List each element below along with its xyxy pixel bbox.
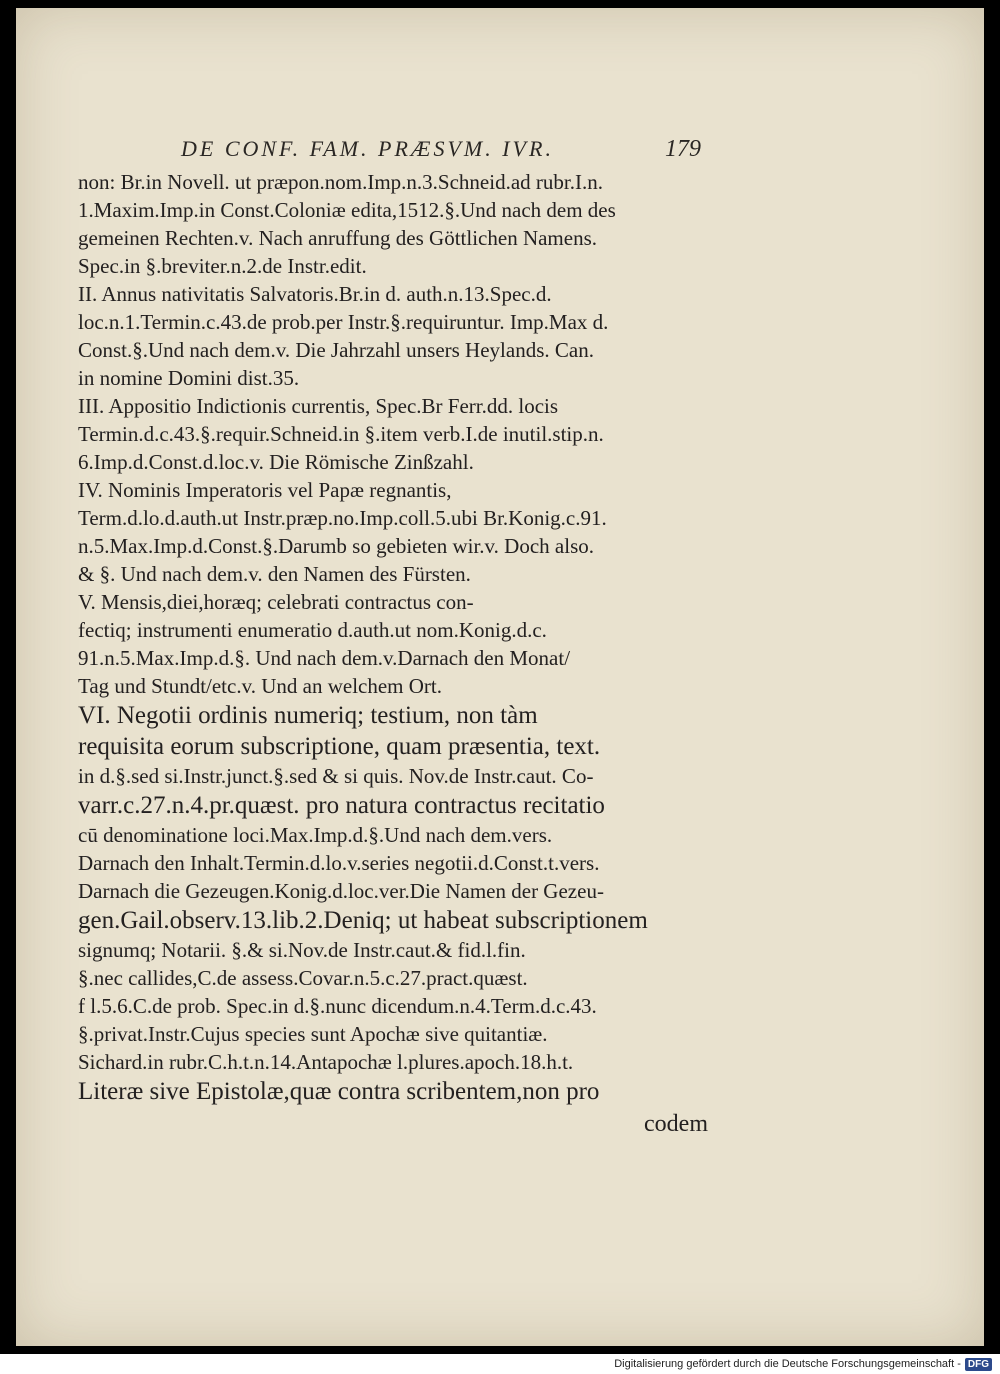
dfg-logo: DFG [965, 1358, 992, 1371]
text-line: cū denominatione loci.Max.Imp.d.§.Und nach dem.vers. [78, 823, 553, 847]
running-title: DE CONF. FAM. PRÆSVM. IVR. [181, 136, 554, 161]
text-line: VI. Negotii ordinis numeriq; testium, non tàm [78, 702, 538, 729]
text-line: in d.§.sed si.Instr.junct.§.sed & si quis. Nov.de Instr.caut. Co- [78, 764, 594, 788]
text-line: 1.Maxim.Imp.in Const.Coloniæ edita,1512.§.Und nach dem des [78, 198, 616, 222]
credit-text: Digitalisierung gefördert durch die Deutsche Forschungsgemeinschaft - [614, 1358, 961, 1370]
text-line: IV. Nominis Imperatoris vel Papæ regnantis, [78, 478, 452, 502]
text-line: III. Appositio Indictionis currentis, Spec.Br Ferr.dd. locis [78, 394, 559, 418]
text-line: & §. Und nach dem.v. den Namen des Fürsten. [78, 562, 471, 586]
text-line: Darnach die Gezeugen.Konig.d.loc.ver.Die Namen der Gezeu- [78, 879, 604, 903]
text-line: Tag und Stundt/etc.v. Und an welchem Ort. [78, 674, 443, 698]
text-line: f l.5.6.C.de prob. Spec.in d.§.nunc dicendum.n.4.Term.d.c.43. [78, 994, 597, 1018]
text-line: fectiq; instrumenti enumeratio d.auth.ut nom.Konig.d.c. [78, 618, 547, 642]
text-line: gemeinen Rechten.v. Nach anruffung des Göttlichen Namens. [78, 226, 598, 250]
text-line: loc.n.1.Termin.c.43.de prob.per Instr.§.requiruntur. Imp.Max d. [78, 310, 609, 334]
text-line: Darnach den Inhalt.Termin.d.lo.v.series negotii.d.Const.t.vers. [78, 851, 600, 875]
digitization-credit-bar [0, 1354, 1000, 1374]
text-line: n.5.Max.Imp.d.Const.§.Darumb so gebieten wir.v. Doch also. [78, 534, 594, 558]
scan-border [8, 0, 992, 1354]
text-line: Const.§.Und nach dem.v. Die Jahrzahl unsers Heylands. Can. [78, 338, 594, 362]
text-line: Spec.in §.breviter.n.2.de Instr.edit. [78, 254, 367, 278]
text-line: 6.Imp.d.Const.d.loc.v. Die Römische Zinßzahl. [78, 450, 474, 474]
book-page [16, 8, 984, 1346]
text-line: II. Annus nativitatis Salvatoris.Br.in d. auth.n.13.Spec.d. [78, 282, 552, 306]
text-line: §.nec callides,C.de assess.Covar.n.5.c.27.pract.quæst. [78, 966, 528, 990]
text-line: signumq; Notarii. §.& si.Nov.de Instr.caut.& fid.l.fin. [78, 938, 526, 962]
text-line: varr.c.27.n.4.pr.quæst. pro natura contractus recitatio [78, 792, 605, 819]
text-line: gen.Gail.observ.13.lib.2.Deniq; ut habeat subscriptionem [78, 907, 648, 934]
text-line: §.privat.Instr.Cujus species sunt Apochæ sive quitantiæ. [78, 1022, 548, 1046]
text-line: Term.d.lo.d.auth.ut Instr.præp.no.Imp.coll.5.ubi Br.Konig.c.91. [78, 506, 607, 530]
page-number: 179 [665, 136, 701, 162]
body-text [78, 168, 718, 1141]
text-line: 91.n.5.Max.Imp.d.§. Und nach dem.v.Darnach den Monat/ [78, 646, 571, 670]
text-line: in nomine Domini dist.35. [78, 366, 300, 390]
text-line: Sichard.in rubr.C.h.t.n.14.Antapochæ l.plures.apoch.18.h.t. [78, 1050, 574, 1074]
text-line: Termin.d.c.43.§.requir.Schneid.in §.item verb.I.de inutil.stip.n. [78, 422, 604, 446]
catchword: codem [644, 1111, 708, 1137]
text-line: non: Br.in Novell. ut præpon.nom.Imp.n.3.Schneid.ad rubr.I.n. [78, 170, 603, 194]
text-line: V. Mensis,diei,horæq; celebrati contractus con- [78, 590, 474, 614]
text-line: requisita eorum subscriptione, quam præsentia, text. [78, 733, 601, 760]
running-head [181, 136, 701, 163]
text-line: Literæ sive Epistolæ,quæ contra scribentem,non pro [78, 1078, 600, 1105]
